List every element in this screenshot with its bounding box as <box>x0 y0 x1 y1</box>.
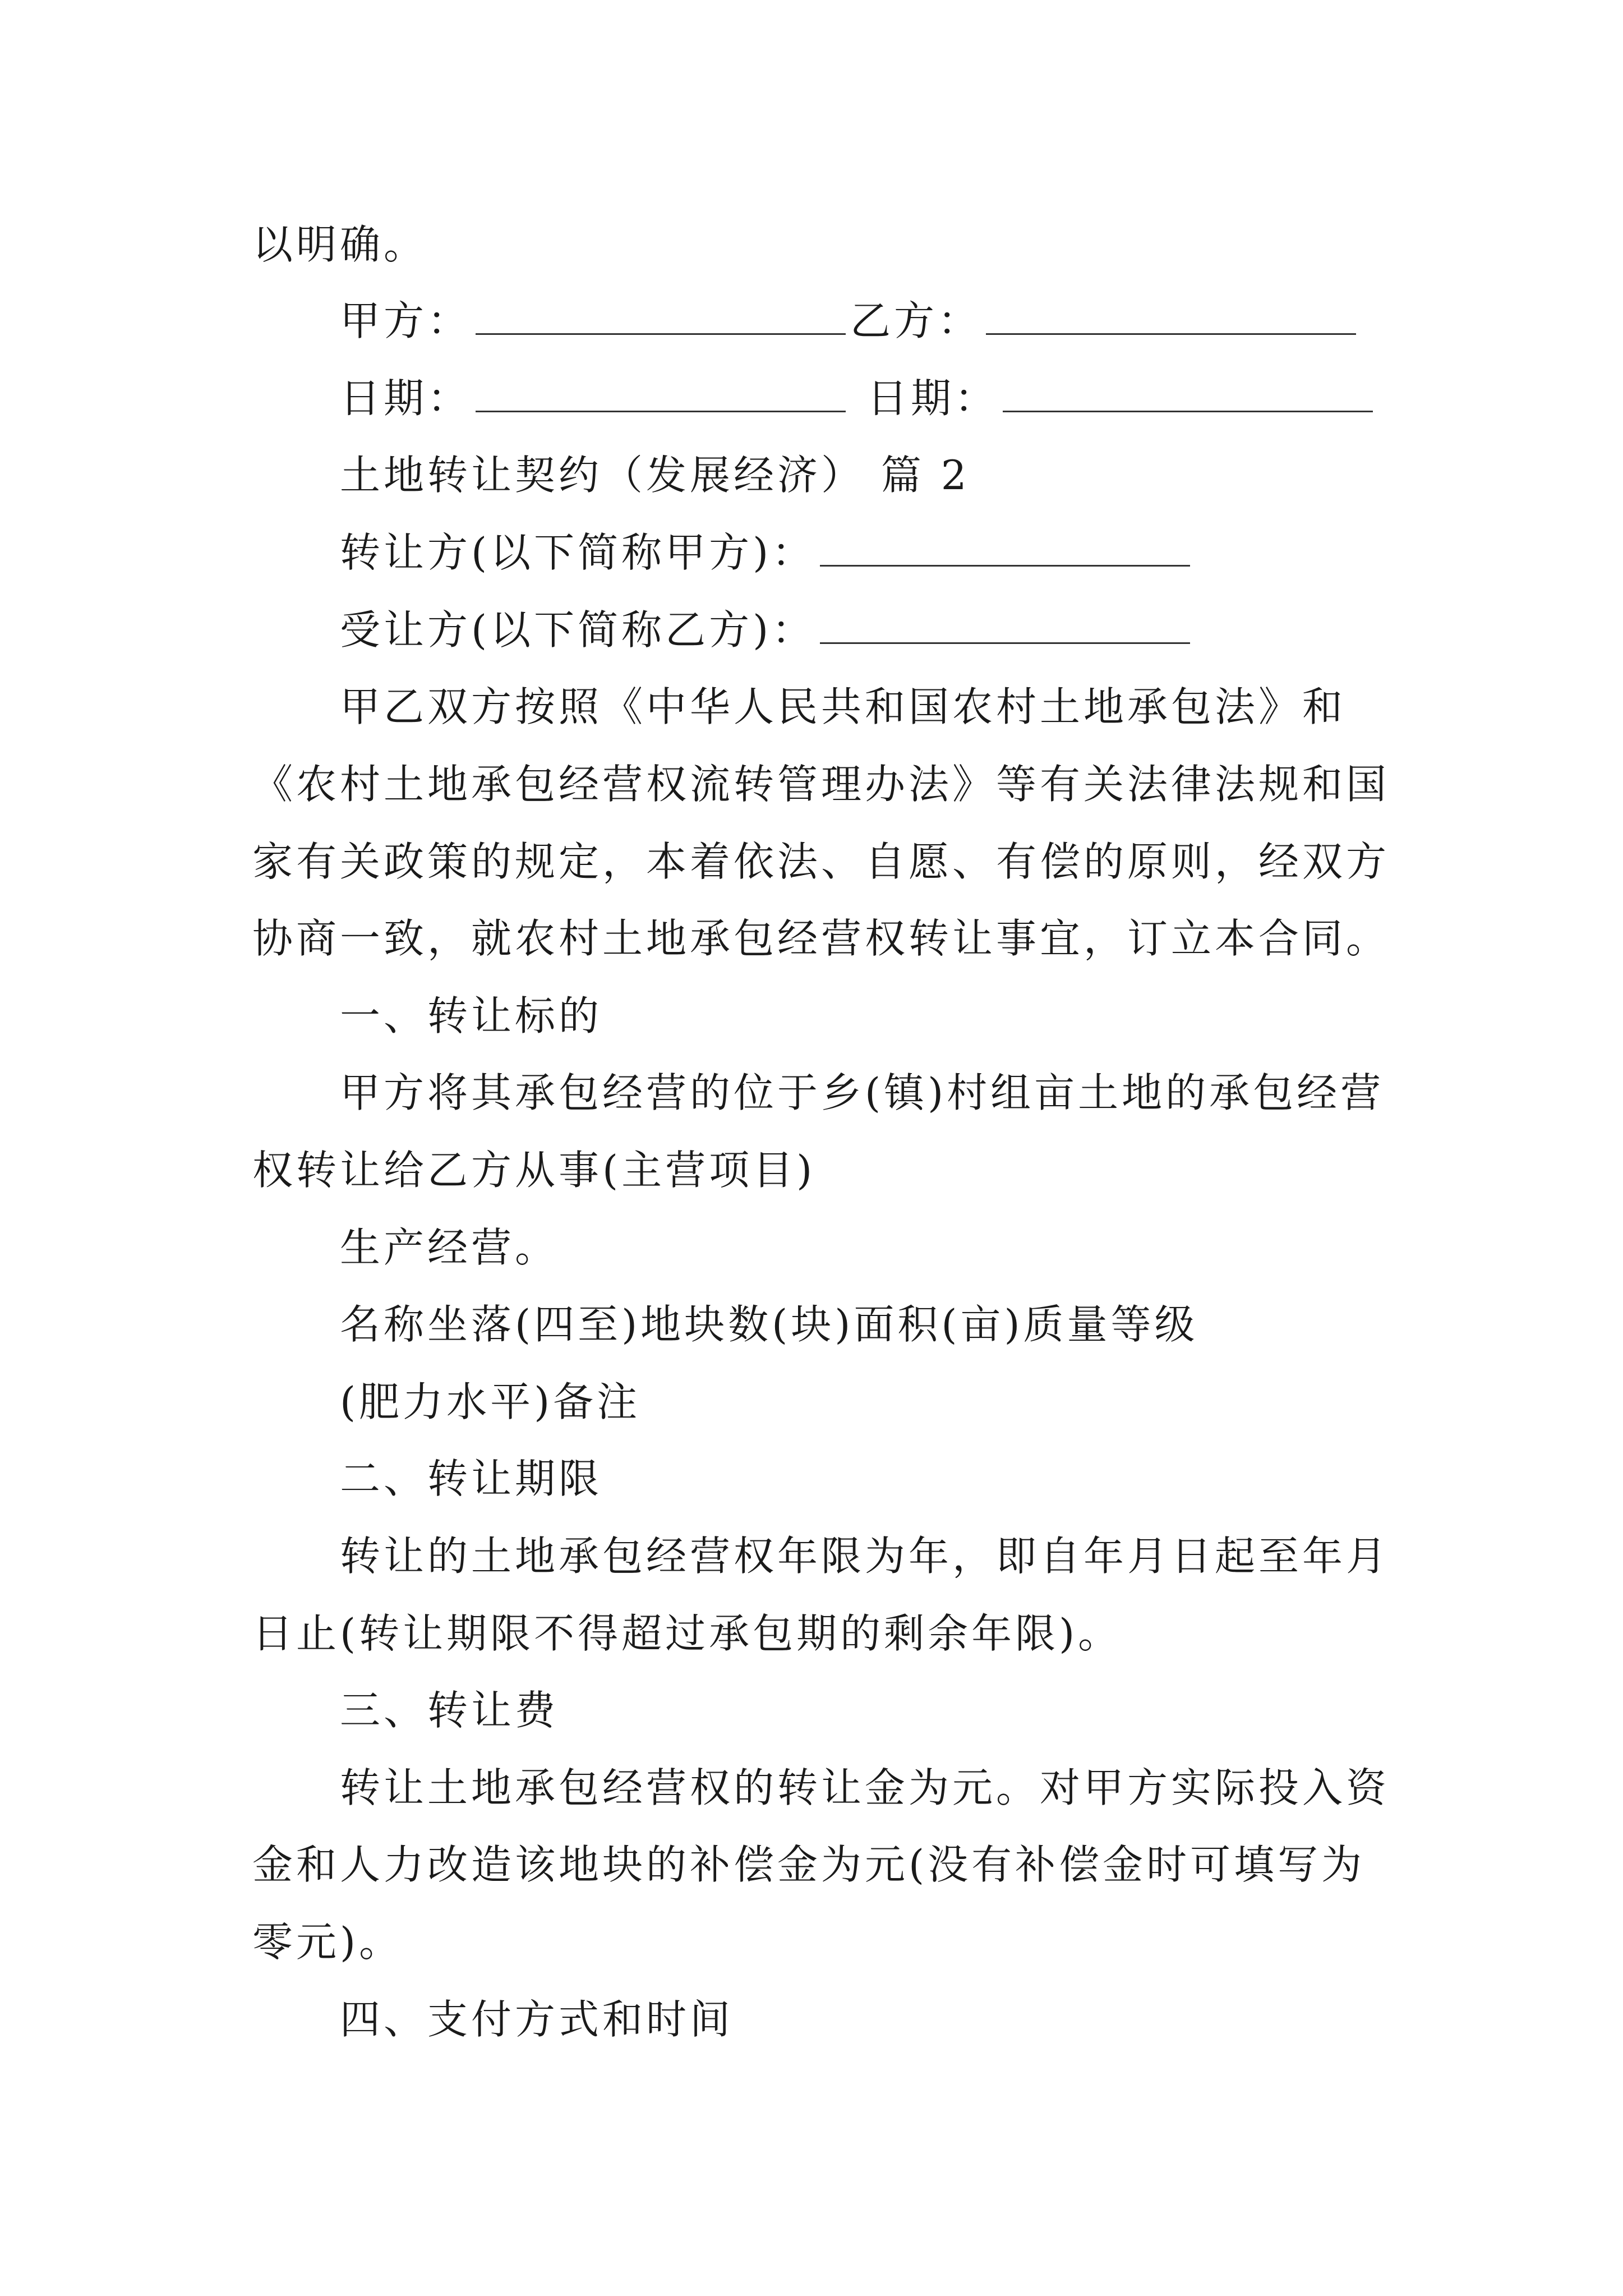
paragraph-line: 转让土地承包经营权的转让金为元。对甲方实际投入资 <box>340 1764 1390 1811</box>
paragraph-line: 日止(转让期限不得超过承包期的剩余年限)。 <box>252 1610 1122 1657</box>
paragraph-line: 甲方将其承包经营的位于乡(镇)村组亩土地的承包经营 <box>340 1069 1385 1116</box>
party-a-label: 甲方： <box>340 297 472 344</box>
date-a-label: 日期： <box>340 375 472 422</box>
paragraph-line: 以明确。 <box>252 221 428 268</box>
party-b-label: 乙方： <box>850 297 982 344</box>
paragraph-line: 权转让给乙方从事(主营项目) <box>252 1147 816 1194</box>
paragraph-line: 家有关政策的规定，本着依法、自愿、有偿的原则，经双方 <box>252 838 1390 885</box>
party-b-blank <box>986 300 1356 335</box>
transferee-label: 受让方(以下简称乙方)： <box>340 606 816 654</box>
section-heading: 二、转让期限 <box>340 1455 603 1502</box>
paragraph-line: 协商一致，就农村土地承包经营权转让事宜，订立本合同。 <box>252 915 1390 962</box>
paragraph-line: 转让的土地承包经营权年限为年，即自年月日起至年月 <box>340 1533 1390 1580</box>
date-b-label: 日期： <box>867 375 999 422</box>
paragraph-line: 甲乙双方按照《中华人民共和国农村土地承包法》和 <box>340 683 1347 730</box>
date-a-blank <box>476 377 846 412</box>
party-a-blank <box>476 300 846 335</box>
transferor-label: 转让方(以下简称甲方)： <box>340 529 816 576</box>
paragraph-line: 零元)。 <box>252 1918 403 1966</box>
paragraph-line: (肥力水平)备注 <box>340 1378 641 1425</box>
signature-row-dates <box>340 370 1439 426</box>
paragraph-line: 名称坐落(四至)地块数(块)面积(亩)质量等级 <box>340 1301 1198 1348</box>
signature-row-parties <box>340 293 1439 349</box>
section-heading: 四、支付方式和时间 <box>340 1996 734 2043</box>
paragraph-line: 金和人力改造该地块的补偿金为元(没有补偿金时可填写为 <box>252 1841 1366 1888</box>
section-heading: 一、转让标的 <box>340 992 603 1039</box>
transferor-blank <box>820 531 1190 567</box>
paragraph-line: 《农村土地承包经营权流转管理办法》等有关法律法规和国 <box>252 761 1390 808</box>
section-title: 土地转让契约（发展经济） 篇 2 <box>340 452 970 499</box>
transferee-blank <box>820 609 1190 644</box>
date-b-blank <box>1003 377 1373 412</box>
transferor-row <box>340 524 1439 581</box>
paragraph-line: 生产经营。 <box>340 1224 559 1271</box>
section-heading: 三、转让费 <box>340 1687 559 1734</box>
transferee-row <box>340 602 1439 658</box>
